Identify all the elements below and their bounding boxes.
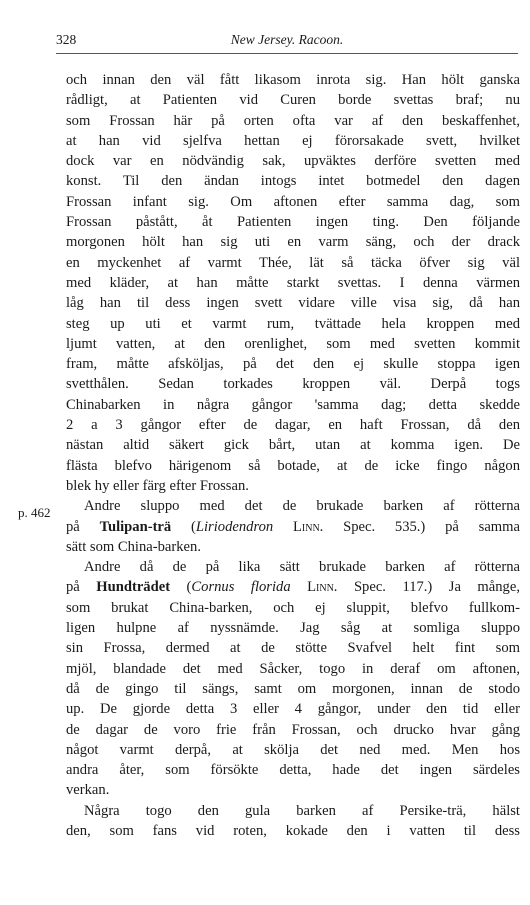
text-line: då de gingo til sängs, samt om morgonen, innan de stodo [66, 680, 520, 697]
text-line: mjöl, blandade det med Såcker, togo in deraf om aftonen, [66, 660, 520, 677]
text-line: något varmt derpå, at skölja det ned med. Men hos [66, 741, 520, 758]
text-line: 2 a 3 gångor efter de dagar, en haft Frossan, då den [66, 417, 520, 434]
author-name: Linn. [273, 518, 324, 535]
text-line: och innan den väl fått likasom inrota sig. Han hölt ganska [66, 72, 520, 88]
text-line: de dagar de voro frie från Frossan, och drucko hvar gång [66, 721, 520, 738]
text-line: Några togo den gula barken af Persike-trä, hälst [84, 802, 520, 819]
text-line: på Tulipan-trä (Liriodendron Linn. Spec. 535.) på samma [66, 518, 520, 535]
margin-page-reference: p. 462 [18, 505, 51, 520]
paragraph-1 [66, 70, 520, 496]
text-line: Andre sluppo med det de brukade barken af rötterna [84, 498, 520, 515]
text-line: fram, måtte afsköljas, på det den ej skulle stoppa igen [66, 356, 520, 373]
paragraph-4 [66, 801, 520, 842]
text-line: den, som fans vid roten, kokade den i vatten til dess [66, 822, 520, 839]
text-line: andra åter, som försökte detta, hade det ingen särdeles [66, 762, 520, 779]
text-line: svetthålen. Sedan torkades kroppen väl. Derpå togs [66, 376, 520, 393]
text-line: steg up uti et varmt rum, tvättade hela kroppen med [66, 315, 520, 332]
latin-name: Cornus florida [191, 579, 291, 596]
text-line: ljumt vatten, at den orenlighet, som med svetten kommit [66, 335, 520, 352]
running-header [56, 32, 518, 52]
text-line: som Frossan här på orten ofta var af den beskaffenhet, [66, 112, 520, 129]
text-line: flästa blefvo härigenom så botade, at de icke fingo någon [66, 457, 520, 474]
text-line: Chinabarken in några gångor 'samma dag; detta skedde [66, 396, 520, 413]
text-line: up. De gjorde detta 3 eller 4 gångor, under den tid eller [66, 701, 520, 718]
page-body [66, 70, 520, 841]
text-line: konst. Til den ändan intogs intet botmedel den dagen [66, 173, 520, 190]
header-rule [56, 53, 518, 54]
text-line: verkan. [66, 782, 110, 799]
text-line: på Hundträdet (Cornus florida Linn. Spec. 117.) Ja månge, [66, 579, 520, 596]
text-line: sätt som China-barken. [66, 538, 201, 555]
text-line: rådligt, at Patienten vid Curen borde svettas braf; nu [66, 92, 520, 109]
plant-name: Hundträdet [96, 579, 171, 596]
text-line: ligen hulpne af nyssnämde. Jag såg at somliga sluppo [66, 620, 520, 637]
text-line: låg han til dess ingen svett vidare ville visa sig, då han [66, 295, 520, 312]
page-number: 328 [56, 32, 77, 47]
text-line: som brukat China-barken, och ej sluppit, blefvo fullkom- [66, 599, 520, 616]
text-line: med kläder, at han måtte starkt svettas. I denna värmen [66, 274, 520, 291]
text-line: en myckenhet af varmt Thée, lät så täcka öfver sig väl [66, 254, 520, 271]
text-line: blek hy eller färg efter Frossan. [66, 477, 249, 494]
paragraph-3 [66, 557, 520, 801]
text-line: Frossan påstått, åt Patienten ingen ting. Den följande [66, 214, 520, 231]
text-line: Frossan infant sig. Om aftonen efter samma dag, som [66, 193, 520, 210]
plant-name: Tulipan-trä [99, 518, 172, 535]
text-line: at han vid sjelfva hettan ej förorsakade svett, hvilket [66, 132, 520, 149]
latin-name: Liriodendron [195, 518, 274, 535]
text-line: morgonen hölt han sig uti en varm säng, och der drack [66, 234, 520, 251]
running-title: New Jersey. Racoon. [230, 32, 344, 47]
author-name: Linn. [290, 579, 338, 596]
text-line: nästan altid säkert gick bårt, utan at komma igen. De [66, 437, 520, 454]
text-line: dock var en nödvändig sak, upväktes derföre svetten med [66, 153, 520, 170]
text-line: sin Frossa, dermed at de stötte Svafvel helt fint som [66, 640, 520, 657]
text-line: Andre då de på lika sätt brukade barken af rötterna [84, 559, 520, 576]
paragraph-2 [66, 496, 520, 557]
